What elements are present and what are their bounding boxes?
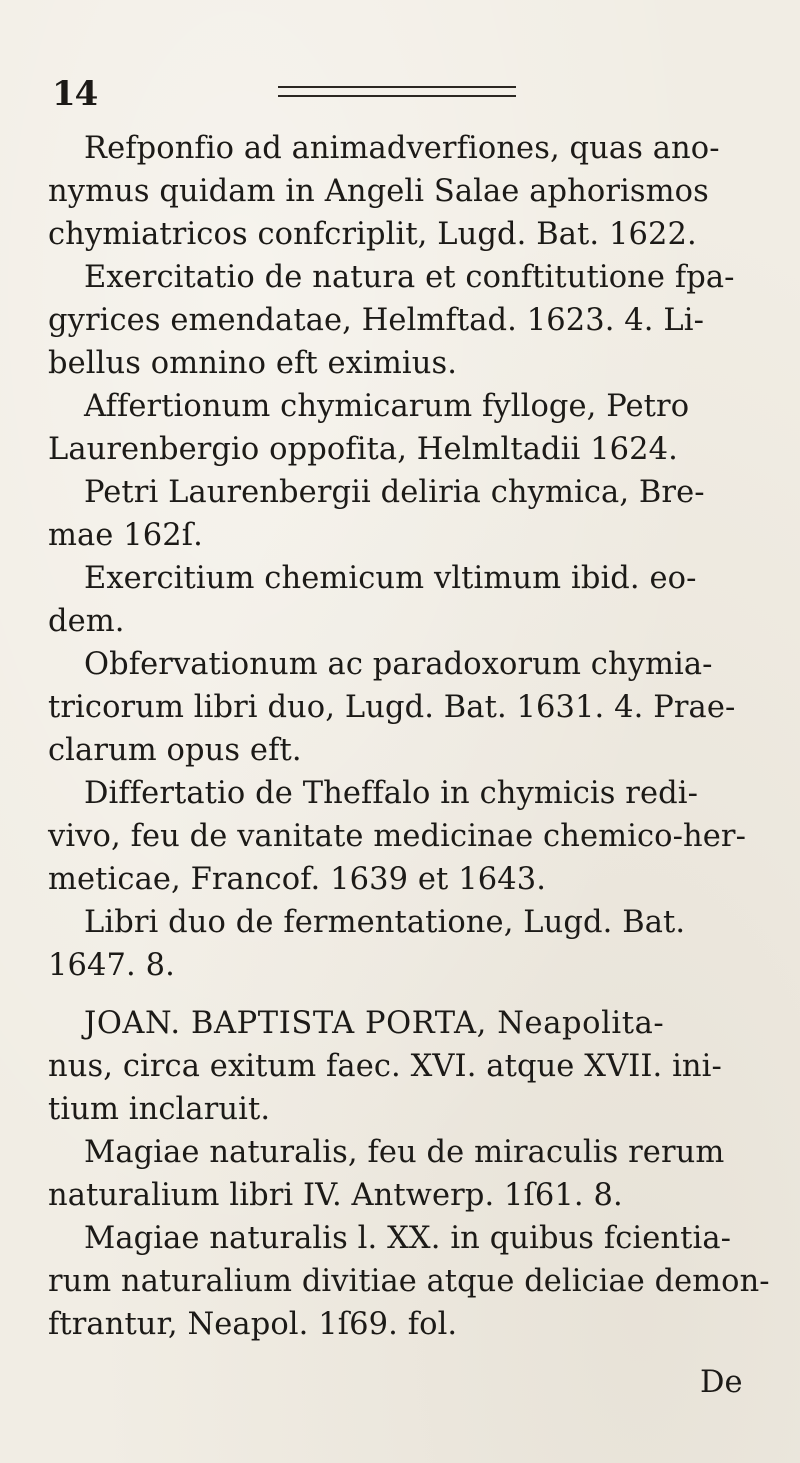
bibliography-text — [40, 0, 780, 1463]
text-line: clarum opus eft. — [48, 733, 302, 768]
author-heading: JOAN. BAPTISTA PORTA, Neapolita- — [84, 1006, 665, 1041]
text-line: nus, circa exitum faec. XVI. atque XVII. ini- — [48, 1049, 722, 1084]
text-line: Refponfio ad animadverfiones, quas ano- — [84, 131, 720, 166]
text-line: Exercitatio de natura et conftitutione fpa- — [84, 260, 735, 295]
text-line: tium inclaruit. — [48, 1092, 271, 1127]
text-line: rum naturalium divitiae atque deliciae demon- — [48, 1264, 770, 1299]
text-line: meticae, Francof. 1639 et 1643. — [48, 862, 547, 897]
text-line: Exercitium chemicum vltimum ibid. eo- — [84, 561, 697, 596]
text-line: naturalium libri IV. Antwerp. 1ſ61. 8. — [48, 1178, 623, 1213]
text-line: gyrices emendatae, Helmftad. 1623. 4. Li- — [48, 303, 705, 338]
text-line: nymus quidam in Angeli Salae aphorismos — [48, 174, 709, 209]
text-line: mae 162ſ. — [48, 518, 203, 553]
text-line: Laurenbergio oppofita, Helmltadii 1624. — [48, 432, 678, 467]
page-number: 14 — [52, 74, 98, 114]
text-line: dem. — [48, 604, 125, 639]
text-line: Libri duo de fermentatione, Lugd. Bat. — [84, 905, 686, 940]
text-line: bellus omnino eft eximius. — [48, 346, 458, 381]
catchword: De — [700, 1365, 743, 1400]
text-line: vivo, feu de vanitate medicinae chemico-her- — [48, 819, 747, 854]
text-line: ftrantur, Neapol. 1ſ69. fol. — [48, 1307, 458, 1342]
text-line: tricorum libri duo, Lugd. Bat. 1631. 4. Prae- — [48, 690, 736, 725]
text-line: Magiae naturalis l. XX. in quibus fcientia- — [84, 1221, 732, 1256]
text-line: Petri Laurenbergii deliria chymica, Bre- — [84, 475, 705, 510]
text-line: 1647. 8. — [48, 948, 175, 983]
text-line: Differtatio de Theffalo in chymicis redi- — [84, 776, 699, 811]
text-line: Obfervationum ac paradoxorum chymia- — [84, 647, 713, 682]
text-line: Affertionum chymicarum fylloge, Petro — [84, 389, 690, 424]
text-line: chymiatricos confcriplit, Lugd. Bat. 1622. — [48, 217, 697, 252]
text-line: Magiae naturalis, feu de miraculis rerum — [84, 1135, 725, 1170]
